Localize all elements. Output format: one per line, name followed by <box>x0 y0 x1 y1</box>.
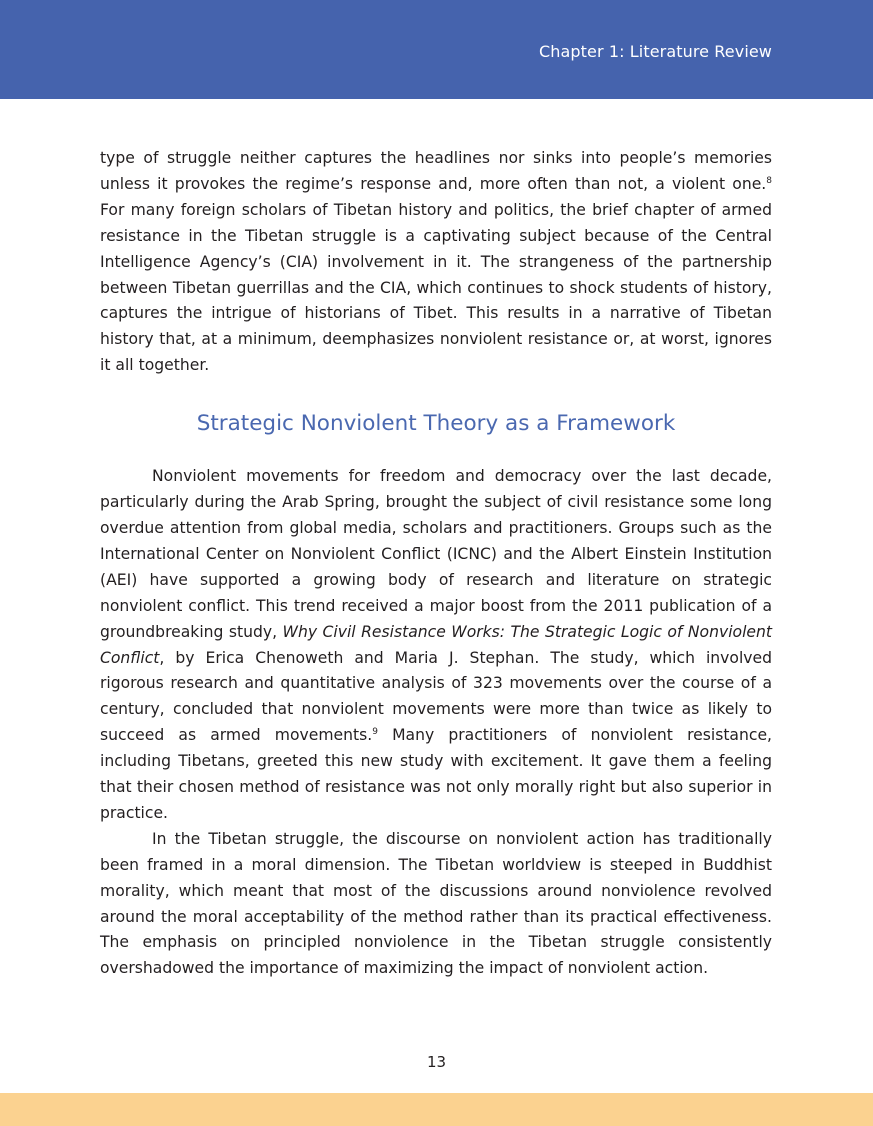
paragraph-1-text-middle: , by Erica Chenoweth and Maria J. Stephan. The study, which involved rigorous research and quantitative analysis of 323 movements over the course of a century, concluded that nonviolent movements were more than twice as likely to succeed as armed movements. <box>100 648 772 745</box>
intro-paragraph-text: type of struggle neither captures the headlines nor sinks into people’s memories unless it provokes the regime’s response and, more often than not, a violent one. <box>100 149 772 193</box>
intro-paragraph-text-continued: For many foreign scholars of Tibetan history and politics, the brief chapter of armed resistance in the Tibetan struggle is a captivating subject because of the Central Intelligence Agency’s (CIA) involvement in it. The strangeness of the partnership between Tibetan guerrillas and the CIA, which continues to shock students of history, captures the intrigue of historians of Tibet. This results in a narrative of Tibetan history that, at a minimum, deemphasizes nonviolent resistance or, at worst, ignores it all together. <box>100 200 772 375</box>
section-paragraph-1 <box>100 464 772 827</box>
paragraph-1-text-after: Many practitioners of nonviolent resistance, including Tibetans, greeted this new study with excitement. It gave them a feeling that their chosen method of resistance was not only morally right but also superior in practice. <box>100 726 772 822</box>
book-title: Why Civil Resistance Works: The Strategic Logic of Nonviolent Conflict <box>100 622 772 667</box>
footnote-marker-9[interactable]: 9 <box>372 727 378 738</box>
section-paragraph-2: In the Tibetan struggle, the discourse on nonviolent action has traditionally been framed in a moral dimension. The Tibetan worldview is steeped in Buddhist morality, which meant that most of the discussions around nonviolence revolved around the moral acceptability of the method rather than its practical effectiveness. The emphasis on principled nonviolence in the Tibetan struggle consistently overshadowed the importance of maximizing the impact of nonviolent action. <box>100 829 772 978</box>
section-heading: Strategic Nonviolent Theory as a Framework <box>196 411 676 437</box>
running-header-title: Chapter 1: Literature Review <box>538 42 772 61</box>
footnote-marker-8[interactable]: 8 <box>766 175 772 186</box>
page-number: 13 <box>426 1053 447 1071</box>
page-content <box>100 146 772 982</box>
intro-paragraph <box>100 146 772 379</box>
footer-band <box>0 1093 873 1126</box>
chapter-header-band <box>0 0 873 99</box>
paragraph-1-text: Nonviolent movements for freedom and democracy over the last decade, particularly during the Arab Spring, brought the subject of civil resistance some long overdue attention from global media, scholars and practitioners. Groups such as the International Center on Nonviolent Conflict (ICNC) and the Albert Einstein Institution (AEI) have supported a growing body of research and literature on strategic nonviolent conflict. This trend received a major boost from the 2011 publication of a groundbreaking study, <box>100 467 772 641</box>
